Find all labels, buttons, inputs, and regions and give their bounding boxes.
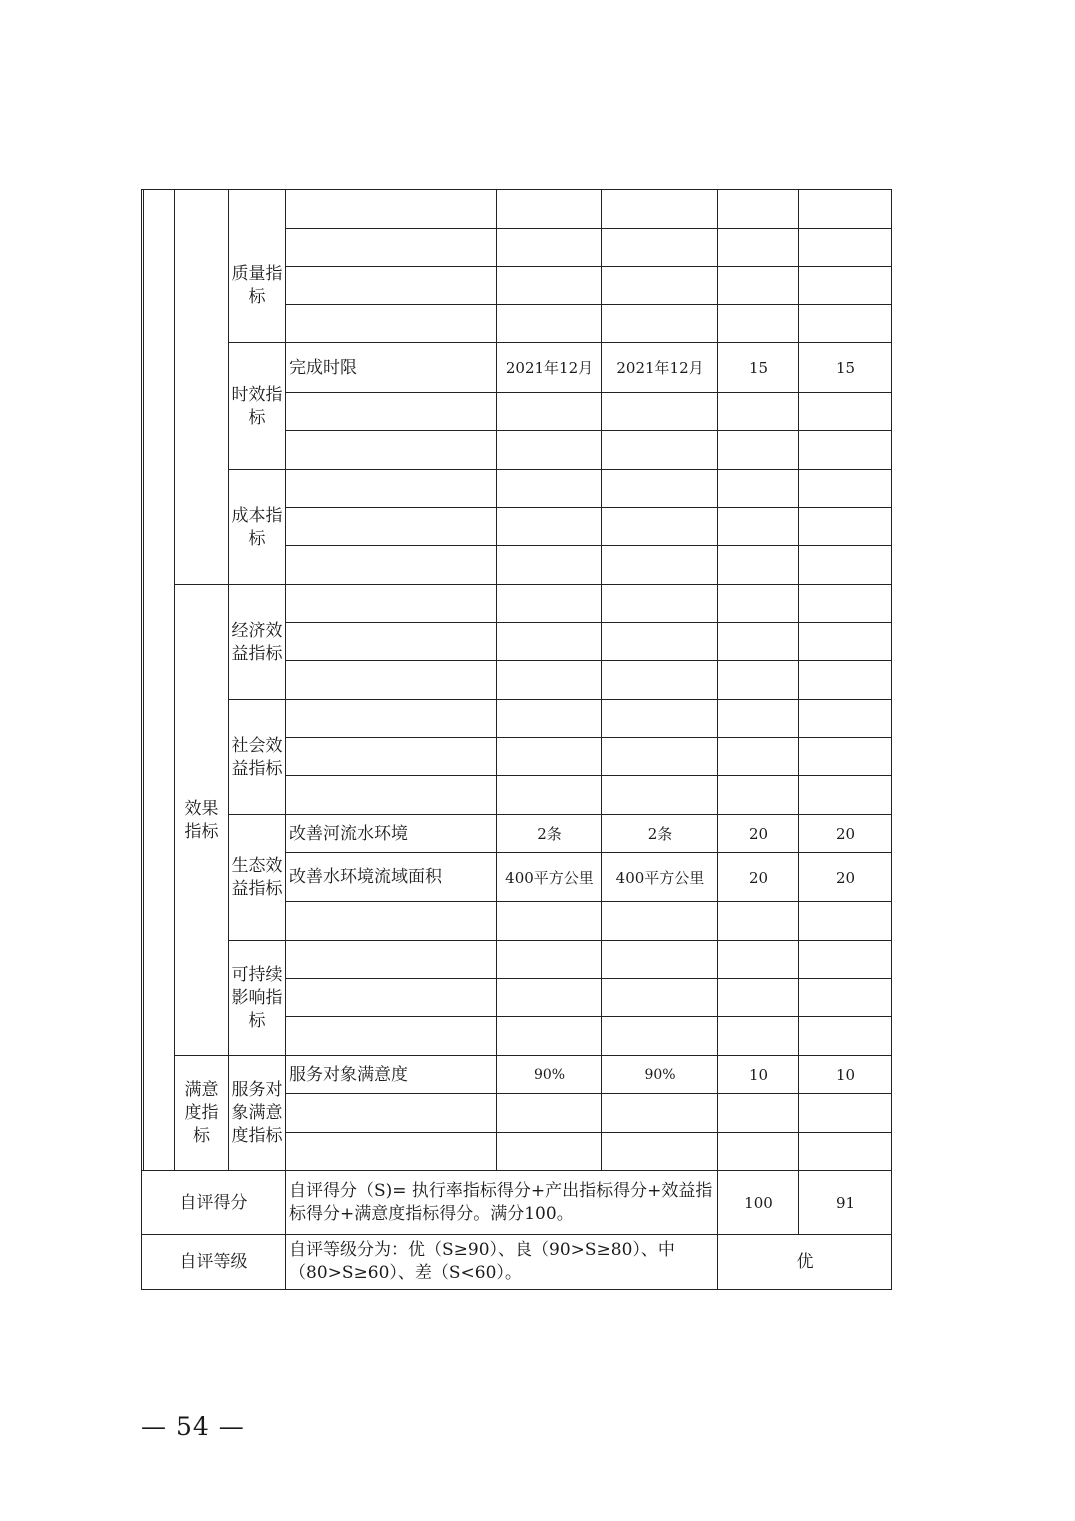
ecological-row-2-annual-target: 400平方公里	[505, 868, 594, 887]
sustainable-impact-indicator-label: 可持续影响指标	[231, 965, 283, 1031]
self-grade-label: 自评等级	[179, 1251, 248, 1272]
ecological-row-1-actual-value: 2条	[647, 825, 673, 843]
ecological-row-1-name: 改善河流水环境	[289, 823, 408, 844]
ecological-row-2-actual-value: 400平方公里	[615, 868, 705, 887]
quality-indicator-label: 质量指标	[231, 264, 283, 307]
page-number: — 54 —	[141, 1412, 245, 1441]
completion-deadline-actual-value: 2021年12月	[616, 359, 704, 377]
economic-benefit-indicator-label: 经济效益指标	[231, 620, 283, 664]
completion-deadline-score: 15	[835, 359, 856, 377]
completion-deadline-annual-target: 2021年12月	[505, 359, 594, 377]
satisfaction-row-actual-value: 90%	[644, 1066, 676, 1083]
social-benefit-indicator-label: 社会效益指标	[231, 735, 283, 779]
completion-deadline-weight: 15	[748, 359, 769, 377]
self-grade-value: 优	[796, 1251, 814, 1272]
ecological-row-2-name: 改善水环境流域面积	[289, 867, 442, 887]
ecological-row-1-annual-target: 2条	[537, 825, 562, 843]
service-satisfaction-indicator-label: 服务对象满意度指标	[231, 1080, 283, 1146]
ecological-row-2-weight: 20	[748, 868, 769, 887]
self-grade-description: 自评等级分为：优（S≥90）、良（90>S≥80）、中（80>S≥60）、差（S<60）。	[289, 1240, 675, 1283]
ecological-row-2-score: 20	[835, 868, 856, 887]
self-score-weight: 100	[744, 1194, 773, 1212]
ecological-benefit-indicator-label: 生态效益指标	[231, 856, 283, 899]
satisfaction-indicator-label: 满意度指标	[184, 1080, 219, 1146]
completion-deadline-name: 完成时限	[289, 357, 357, 378]
ecological-row-1-weight: 20	[748, 825, 769, 843]
self-score-label: 自评得分	[179, 1192, 248, 1213]
ecological-row-1-score: 20	[835, 825, 856, 843]
satisfaction-row-weight: 10	[748, 1066, 769, 1084]
self-score-value: 91	[835, 1194, 856, 1212]
cost-indicator-label: 成本指标	[231, 505, 283, 549]
satisfaction-row-score: 10	[835, 1066, 856, 1084]
performance-self-evaluation-table	[141, 189, 892, 1290]
self-score-description: 自评得分（S)= 执行率指标得分+产出指标得分+效益指标得分+满意度指标得分。满分100。	[289, 1181, 713, 1224]
satisfaction-row-annual-target: 90%	[533, 1066, 566, 1083]
satisfaction-row-name: 服务对象满意度	[289, 1064, 408, 1085]
timeliness-indicator-label: 时效指标	[231, 384, 283, 428]
effect-indicator-label: 效果指标	[184, 798, 219, 842]
